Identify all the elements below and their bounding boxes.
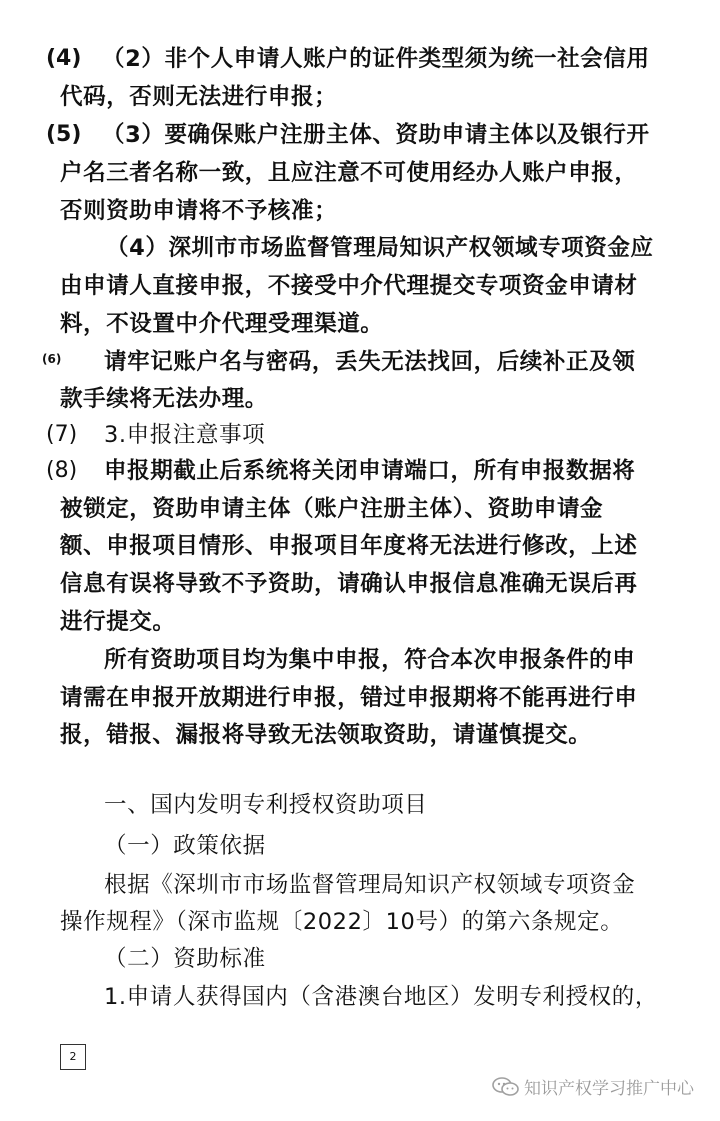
- section-heading: 一、国内发明专利授权资助项目: [104, 792, 428, 818]
- text-line: 款手续将无法办理。: [60, 386, 268, 412]
- wechat-icon: [492, 1076, 520, 1098]
- text-line: （4）深圳市市场监督管理局知识产权领域专项资金应: [106, 235, 654, 261]
- text-line: 信息有误将导致不予资助，请确认申报信息准确无误后再: [60, 571, 638, 597]
- list-number: (5): [46, 122, 82, 147]
- list-number: (8): [46, 458, 78, 483]
- text-line: 代码，否则无法进行申报；: [60, 84, 338, 110]
- page-number: 2: [60, 1044, 86, 1070]
- text-line: 1.申请人获得国内（含港澳台地区）发明专利授权的，: [104, 984, 658, 1010]
- text-line: 申报期截止后系统将关闭申请端口，所有申报数据将: [104, 458, 636, 484]
- text-line: 进行提交。: [60, 609, 176, 635]
- text-line: 所有资助项目均为集中申报，符合本次申报条件的申: [104, 647, 636, 673]
- text-line: 报，错报、漏报将导致无法领取资助，请谨慎提交。: [60, 722, 592, 748]
- text-line: 额、申报项目情形、申报项目年度将无法进行修改，上述: [60, 533, 638, 559]
- watermark: [492, 1074, 694, 1099]
- text-line: 被锁定，资助申请主体（账户注册主体）、资助申请金: [60, 496, 604, 522]
- text-line: （2）非个人申请人账户的证件类型须为统一社会信用: [102, 46, 650, 72]
- list-number: (4): [46, 46, 82, 71]
- text-line: 操作规程》（深市监规〔2022〕10号）的第六条规定。: [60, 909, 624, 935]
- list-number: (6): [42, 352, 62, 366]
- list-number: (7): [46, 422, 78, 447]
- text-line: 户名三者名称一致，且应注意不可使用经办人账户申报，: [60, 160, 638, 186]
- text-line: 否则资助申请将不予核准；: [60, 198, 338, 224]
- watermark-text: 知识产权学习推广中心: [524, 1079, 694, 1099]
- text-line: （3）要确保账户注册主体、资助申请主体以及银行开: [102, 122, 650, 148]
- text-line: 3.申报注意事项: [104, 422, 266, 448]
- text-line: 请牢记账户名与密码，丢失无法找回，后续补正及领: [104, 349, 636, 375]
- text-line: 根据《深圳市市场监督管理局知识产权领域专项资金: [104, 872, 636, 898]
- text-line: 料，不设置中介代理受理渠道。: [60, 311, 384, 337]
- text-line: 由申请人直接申报，不接受中介代理提交专项资金申请材: [60, 273, 638, 299]
- subsection-heading: （一）政策依据: [104, 833, 266, 859]
- subsection-heading: （二）资助标准: [104, 946, 266, 972]
- text-line: 请需在申报开放期进行申报，错过申报期将不能再进行申: [60, 685, 638, 711]
